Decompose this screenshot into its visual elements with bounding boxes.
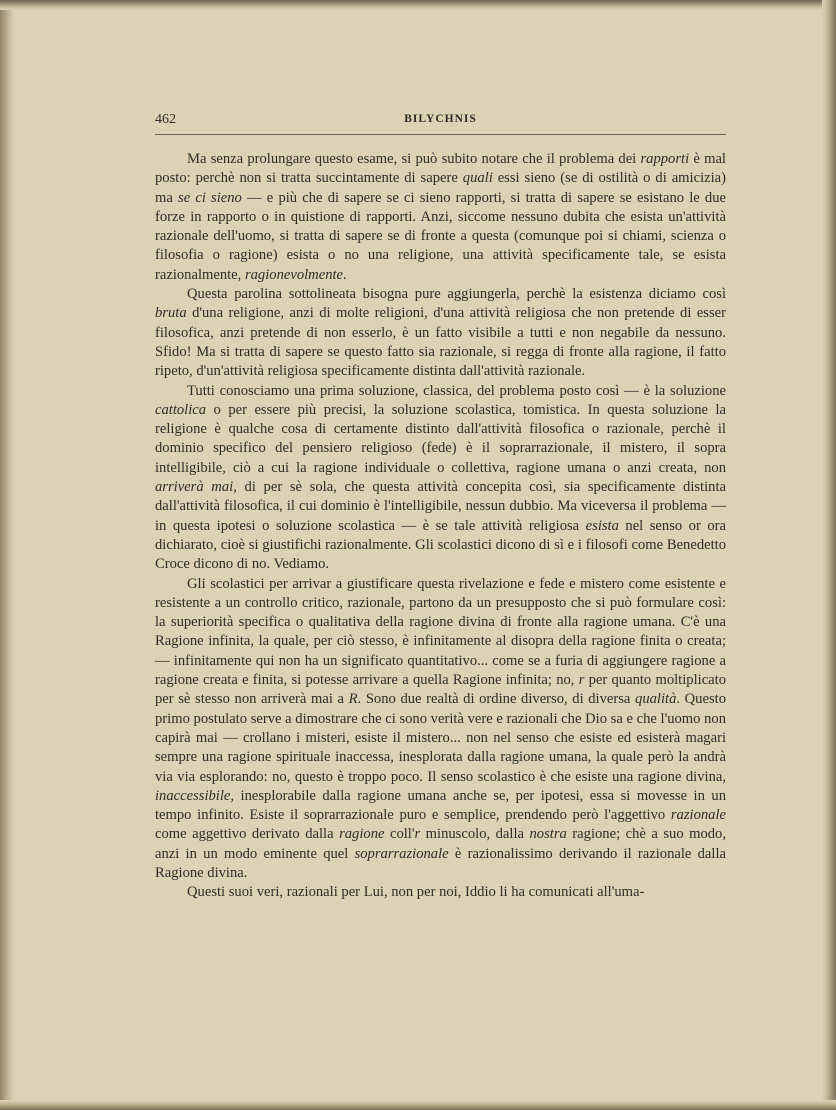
text-run: è mal posto: perchè non si tratta succintamente di sapere [155, 151, 726, 187]
text-run: Gli scolastici per arrivar a giustificare questa rivelazione e fede e mistero come esistente e resistente a un controllo critico, razionale, partono da un presupposto che si può formulare così: la superiorità specifica o qualitativa della ragione divina di fronte alla ragione umana. C'è una Ragione infinita, la quale, per ciò stesso, è infinitamente al disopra della ragione finita o creata; — infinitamente qui non ha un significato quantitativo... come se a furia di aggiungere ragione a ragione creata e finita, si potesse arrivare a quella Ragione infinita; no, [155, 575, 726, 689]
text-run: Tutti conosciamo una prima soluzione, classica, del problema posto così — è la soluzione [187, 382, 726, 399]
paragraph [155, 382, 726, 575]
running-header [155, 112, 726, 135]
text-run: . Sono due realtà di ordine diverso, di diversa [357, 691, 636, 708]
text-run: come aggettivo derivato dalla [155, 826, 340, 843]
text-run: coll' [384, 826, 415, 843]
paragraph [155, 285, 726, 381]
text-run: Ma senza prolungare questo esame, si può subito notare che il problema dei [187, 151, 641, 167]
body-text [155, 150, 726, 903]
text-run: essi sieno (se di ostilità o di amicizia) ma [155, 170, 726, 206]
page-left-edge [0, 0, 14, 1110]
text-run: — e più che di sapere se ci sieno rapporti, si tratta di sapere se esistano le due forze in rapporto o in quistione di rapporti. Anzi, siccome nessuno dubita che esista un'attività razionale dell'uomo, si tratta di sapere se di fronte a questa (comunque poi si chiami, scienza o filosofia o ragione) esista o no una religione, una attività specificamente tale, se esista razionalmente, [155, 189, 726, 283]
italic-text: R [348, 691, 358, 708]
italic-text: r [414, 826, 421, 843]
italic-text: quali [462, 170, 493, 187]
text-run: . Questo primo postulato serve a dimostrare che ci sono verità vere e razionali che Dio sa e che l'uomo non capirà mai — crollano i misteri, esiste il mistero... non nel senso che esiste ed esisterà magari sempre una ragione spirituale inaccessa, inesplorata dalla ragione umana, la quale però la andrà via via esplorando: no, questo è troppo poco. Il senso scolastico è che esiste una ragione divina, [155, 691, 726, 785]
text-run: per quanto moltiplicato per sè stesso non arriverà mai a [155, 672, 726, 708]
text-run: nel senso or ora dichiarato, cioè si giustifichi razionalmente. Gli scolastici dicono di sì e i filosofi come Benedetto Croce dicono di no. Vediamo. [155, 517, 726, 573]
page-number: 462 [155, 112, 176, 127]
text-run: minuscolo, dalla [420, 826, 530, 843]
italic-text: esista [585, 517, 619, 534]
italic-text: rapporti [640, 151, 690, 167]
italic-text: ragione [339, 826, 385, 843]
italic-text: bruta [155, 305, 187, 322]
paragraph [155, 883, 726, 902]
italic-text: arriverà mai [155, 479, 234, 496]
text-run: Questa parolina sottolineata bisogna pure aggiungerla, perchè la esistenza diciamo così [187, 286, 726, 303]
italic-text: ragionevolmente [244, 266, 344, 283]
text-run: , di per sè sola, che questa attività concepita così, sia specificamente distinta dall'attività filosofica, il cui dominio è l'intelligibile, nessun dubbio. Ma viceversa il problema — in questa ipotesi o soluzione scolastica — è se tale attività religiosa [155, 479, 726, 534]
text-run: è razionalissimo derivando il razionale dalla Ragione divina. [155, 845, 726, 881]
italic-text: inaccessibile [155, 787, 231, 804]
paragraph [155, 150, 726, 285]
text-run: Questi suoi veri, razionali per Lui, non per noi, Iddio li ha comunicati all'uma- [187, 884, 645, 901]
italic-text: razionale [670, 807, 726, 824]
running-title: BILYCHNIS [404, 113, 477, 125]
italic-text: nostra [529, 826, 567, 843]
text-run: , inesplorabile dalla ragione umana anche se, per ipotesi, essa si movesse in un tempo infinito. Esiste il soprarrazionale puro e semplice, prendendo però l'aggettivo [155, 787, 726, 824]
italic-text: qualità [635, 691, 677, 708]
italic-text: cattolica [155, 401, 207, 418]
text-run: o per essere più precisi, la soluzione scolastica, tomistica. In questa soluzione la religione è qualche cosa di certamente distinto dall'attività filosofica o razionale, perchè il dominio specifico del pensiero religioso (fede) è il soprarrazionale, il mistero, il sopra intelligibile, ciò a cui la ragione individuale o collettiva, ragione umana o anzi creata, non [155, 401, 726, 476]
text-run: d'una religione, anzi di molte religioni, d'una attività religiosa che non pretende di esser filosofica, anzi pretende di non esserlo, è un fatto visibile a tutti e non negabile da nessuno. Sfido! Ma si tratta di sapere se questo fatto sia razionale, si regga di fronte alla ragione, il fatto ripeto, d'un'attività religiosa specificamente distinta dall'attività razionale. [155, 305, 726, 380]
italic-text: se ci sieno [178, 189, 242, 206]
italic-text: soprarrazionale [354, 845, 449, 862]
text-run: . [343, 266, 347, 283]
page-bottom-edge [0, 1100, 836, 1110]
page-top-edge [0, 0, 836, 10]
italic-text: r [578, 672, 585, 689]
paragraph [155, 575, 726, 884]
page-right-edge [822, 0, 836, 1110]
text-run: ragione; chè a suo modo, anzi in un modo eminente quel [155, 826, 726, 862]
